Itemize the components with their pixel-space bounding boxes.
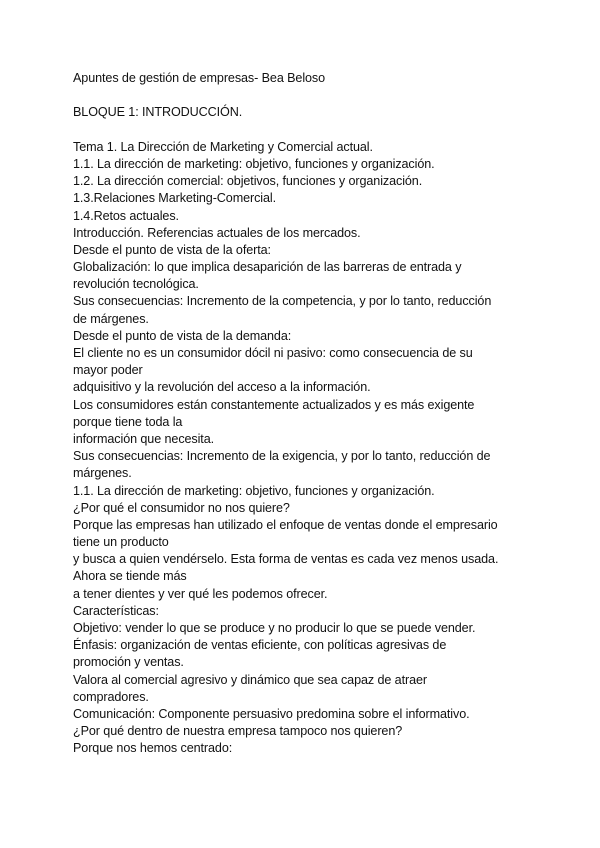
text-line: Globalización: lo que implica desaparición de las barreras de entrada y [73, 260, 462, 275]
text-line: Desde el punto de vista de la demanda: [73, 328, 292, 343]
text-lines [73, 139, 543, 758]
text-line: porque tiene toda la [73, 414, 183, 429]
text-line: Objetivo: vender lo que se produce y no producir lo que se puede vender. [73, 621, 476, 635]
blank-line [73, 87, 543, 104]
blank-line [73, 122, 543, 139]
text-line: 1.4.Retos actuales. [73, 208, 179, 223]
text-line: 1.2. La dirección comercial: objetivos, funciones y organización. [73, 174, 423, 189]
text-line: ¿Por qué el consumidor no nos quiere? [73, 500, 290, 515]
text-line: información que necesita. [73, 431, 215, 446]
text-line: Sus consecuencias: Incremento de la exigencia, y por lo tanto, reducción de [73, 449, 491, 464]
block-title: BLOQUE 1: INTRODUCCIÓN. [73, 105, 243, 120]
text-line: mayor poder [73, 363, 143, 378]
text-line: revolución tecnológica. [73, 277, 199, 292]
text-line: compradores. [73, 689, 149, 704]
text-line: adquisitivo y la revolución del acceso a la información. [73, 380, 371, 395]
text-line: márgenes. [73, 466, 132, 481]
document-body [73, 70, 543, 758]
text-line: Porque las empresas han utilizado el enfoque de ventas donde el empresario [73, 517, 498, 532]
text-line: Valora al comercial agresivo y dinámico que sea capaz de atraer [73, 672, 427, 687]
document-header: Apuntes de gestión de empresas- Bea Beloso [73, 71, 326, 85]
text-line: El cliente no es un consumidor dócil ni pasivo: como consecuencia de su [73, 346, 473, 360]
text-line: 1.3.Relaciones Marketing-Comercial. [73, 191, 276, 206]
text-line: Comunicación: Componente persuasivo predomina sobre el informativo. [73, 706, 470, 721]
text-line: Ahora se tiende más [73, 569, 187, 584]
text-line: Porque nos hemos centrado: [73, 741, 233, 756]
text-line: Tema 1. La Dirección de Marketing y Comercial actual. [73, 139, 373, 154]
text-line: promoción y ventas. [73, 655, 184, 670]
text-line: y busca a quien vendérselo. Esta forma de ventas es cada vez menos usada. [73, 552, 499, 567]
text-line: Desde el punto de vista de la oferta: [73, 242, 271, 257]
text-line: Énfasis: organización de ventas eficiente, con políticas agresivas de [73, 638, 447, 653]
text-line: Sus consecuencias: Incremento de la competencia, y por lo tanto, reducción [73, 294, 492, 309]
text-line: tiene un producto [73, 535, 169, 550]
text-line: Características: [73, 603, 159, 618]
text-line: 1.1. La dirección de marketing: objetivo, funciones y organización. [73, 156, 435, 171]
text-line: a tener dientes y ver qué les podemos ofrecer. [73, 586, 328, 601]
text-line: 1.1. La dirección de marketing: objetivo, funciones y organización. [73, 483, 435, 498]
text-line: Los consumidores están constantemente actualizados y es más exigente [73, 397, 475, 412]
text-line: de márgenes. [73, 311, 149, 326]
text-line: Introducción. Referencias actuales de los mercados. [73, 225, 361, 240]
text-line: ¿Por qué dentro de nuestra empresa tampoco nos quieren? [73, 724, 403, 739]
